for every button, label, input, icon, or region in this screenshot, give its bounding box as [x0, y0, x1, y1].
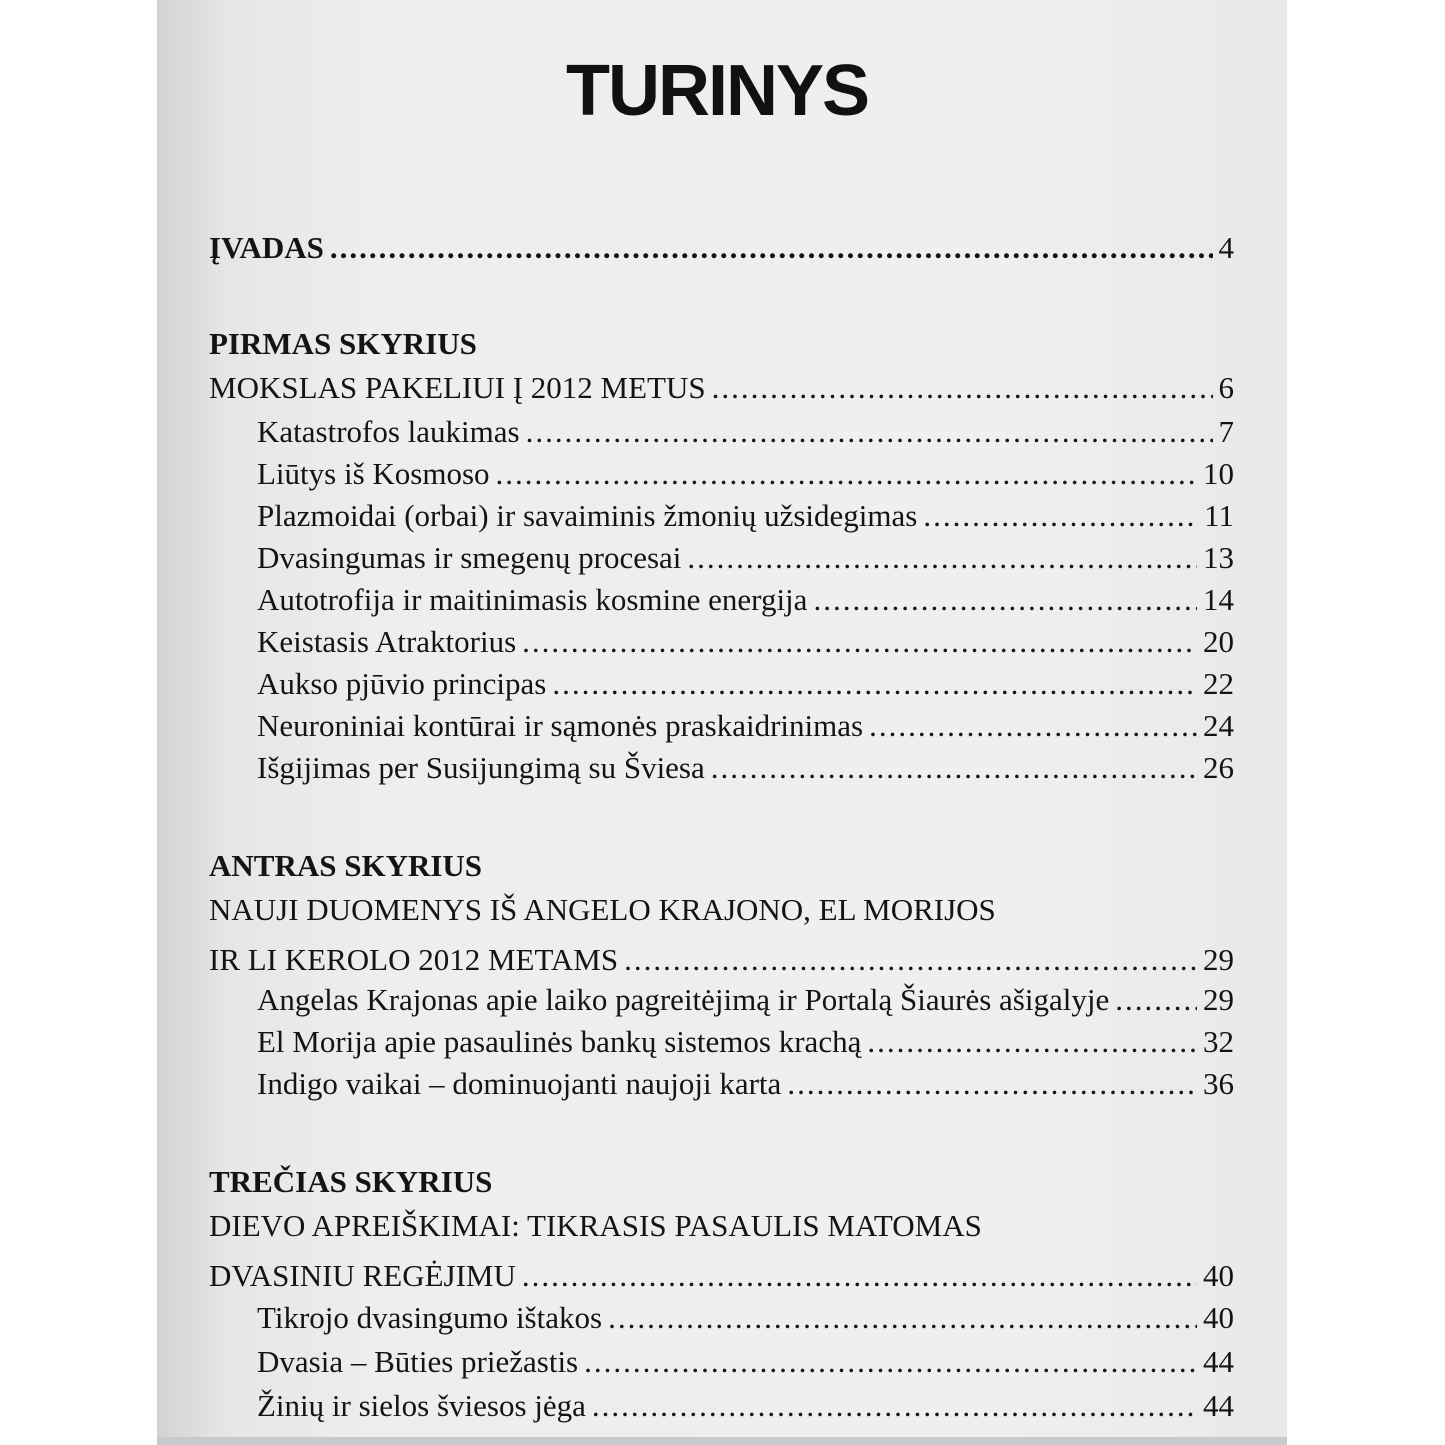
toc-section: Plazmoidai (orbai) ir savaiminis žmonių užsidegimas ..... 11: [257, 496, 1234, 536]
dot-leader: [592, 1386, 1197, 1426]
toc-page-number: 36: [1203, 1066, 1234, 1101]
toc-section: Indigo vaikai – dominuojanti naujoji karta ..... 36: [257, 1064, 1234, 1104]
book-page: [157, 0, 1287, 1445]
chapter-heading: TREČIAS SKYRIUS: [209, 1164, 493, 1199]
toc-page-number: 10: [1203, 456, 1234, 491]
toc-section: Neuroniniai kontūrai ir sąmonės praskaidrinimas ..... 24: [257, 706, 1234, 746]
toc-chapter-title: IR LI KEROLO 2012 METAMS ..... 29: [209, 940, 1234, 980]
toc-page-number: 7: [1218, 414, 1234, 449]
dot-leader: [687, 538, 1197, 578]
dot-leader: [711, 748, 1197, 788]
toc-page-number: 13: [1203, 540, 1234, 575]
toc-section: Dvasia – Būties priežastis ..... 44: [257, 1342, 1234, 1382]
dot-leader: [1115, 980, 1197, 1020]
toc-section: Išgijimas per Susijungimą su Šviesa ..... 26: [257, 748, 1234, 788]
toc-chapter-title: MOKSLAS PAKELIUI Į 2012 METUS ..... 6: [209, 368, 1234, 408]
dot-leader: [584, 1342, 1197, 1382]
toc-entry-title: ĮVADAS: [209, 230, 324, 265]
toc-page-number: 20: [1203, 624, 1234, 659]
dot-leader: [522, 622, 1197, 662]
toc-page-number: 4: [1218, 230, 1234, 265]
toc-page-number: 24: [1203, 708, 1234, 743]
toc-section: El Morija apie pasaulinės bankų sistemos krachą ..... 32: [257, 1022, 1234, 1062]
dot-leader: [522, 1256, 1197, 1296]
toc-section: Katastrofos laukimas ..... 7: [257, 412, 1234, 452]
toc-section: Žinių ir sielos šviesos jėga ..... 44: [257, 1386, 1234, 1426]
dot-leader: [813, 580, 1197, 620]
toc-chapter-title-line: NAUJI DUOMENYS IŠ ANGELO KRAJONO, EL MORIJOS: [209, 892, 996, 927]
toc-section: Angelas Krajonas apie laiko pagreitėjimą ir Portalą Šiaurės ašigalyje ..... 29: [257, 980, 1234, 1020]
toc-page-number: 11: [1204, 498, 1234, 533]
toc-page-number: 6: [1218, 370, 1234, 405]
toc-page-number: 40: [1203, 1258, 1234, 1293]
dot-leader: [867, 1022, 1197, 1062]
toc-page-number: 44: [1203, 1344, 1234, 1379]
toc-page-number: 26: [1203, 750, 1234, 785]
toc-section: Autotrofija ir maitinimasis kosmine energija ..... 14: [257, 580, 1234, 620]
toc-page-number: 29: [1203, 982, 1234, 1017]
dot-leader: [608, 1298, 1197, 1338]
toc-entry-intro: [209, 228, 1234, 268]
dot-leader: [526, 412, 1213, 452]
toc-page-number: 14: [1203, 582, 1234, 617]
dot-leader: [552, 664, 1197, 704]
chapter-heading: ANTRAS SKYRIUS: [209, 848, 483, 883]
toc-section: Dvasingumas ir smegenų procesai ..... 13: [257, 538, 1234, 578]
toc-section: Tikrojo dvasingumo ištakos ..... 40: [257, 1298, 1234, 1338]
toc-section: Aukso pjūvio principas ..... 22: [257, 664, 1234, 704]
dot-leader: [712, 368, 1213, 408]
toc-section: Liūtys iš Kosmoso ..... 10: [257, 454, 1234, 494]
dot-leader: [869, 706, 1197, 746]
toc-section: Keistasis Atraktorius ..... 20: [257, 622, 1234, 662]
toc-chapter-title: DVASINIU REGĖJIMU ..... 40: [209, 1256, 1234, 1296]
toc-page-number: 22: [1203, 666, 1234, 701]
dot-leader: [496, 454, 1197, 494]
toc-page-number: 40: [1203, 1300, 1234, 1335]
toc-page-number: 29: [1203, 942, 1234, 977]
dot-leader: [624, 940, 1197, 980]
toc-chapter-title-line: DIEVO APREIŠKIMAI: TIKRASIS PASAULIS MATOMAS: [209, 1208, 982, 1243]
dot-leader: [923, 496, 1198, 536]
dot-leader: [330, 228, 1213, 268]
toc-page-number: 44: [1203, 1388, 1234, 1423]
dot-leader: [787, 1064, 1197, 1104]
toc-page-number: 32: [1203, 1024, 1234, 1059]
page-title: TURINYS: [565, 51, 869, 131]
chapter-heading: PIRMAS SKYRIUS: [209, 326, 477, 361]
